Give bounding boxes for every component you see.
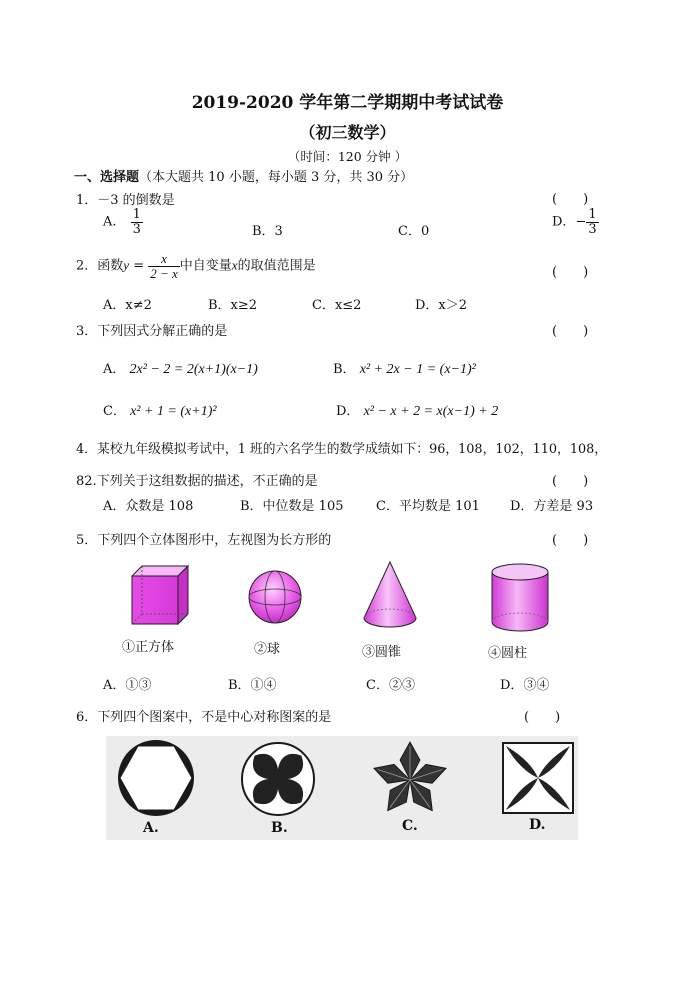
q3-c-expr: x² + 1 = (x+1)² — [130, 404, 217, 419]
q4-line2: 82.下列关于这组数据的描述，不正确的是 — [76, 474, 318, 489]
q4-option-b: B．中位数是 105 — [240, 499, 344, 514]
q5-option-a: A．①③ — [103, 678, 152, 693]
q2-eq: = — [129, 258, 149, 274]
pattern-a-label: A. — [143, 820, 159, 836]
q2-option-b: B．x≥2 — [208, 298, 258, 313]
pattern-b-figure — [236, 740, 320, 818]
q3-option-b — [333, 358, 476, 378]
q2-option-d: D．x＞2 — [415, 298, 468, 313]
q2-prefix: 2．函数 — [76, 258, 124, 274]
shape-label-cube: ①正方体 — [122, 640, 175, 655]
q3-option-c — [103, 400, 217, 420]
q3-a-expr: 2x² − 2 = 2(x+1)(x−1) — [129, 362, 258, 377]
q2-answer-paren: ( ) — [552, 265, 589, 280]
q2-option-a: A．x≠2 — [103, 298, 152, 313]
q5-option-c: C．②③ — [366, 678, 415, 693]
pattern-c-label: C. — [402, 818, 418, 834]
q1-a-den: 3 — [132, 221, 141, 237]
exam-title: 2019-2020 学年第二学期期中考试试卷 — [191, 93, 504, 113]
shape-label-cone: ③圆锥 — [362, 645, 402, 660]
q3-a-label: A． — [103, 362, 126, 377]
q4-option-d: D．方差是 93 — [510, 499, 594, 514]
q3-d-expr: x² − x + 2 = x(x−1) + 2 — [363, 404, 499, 419]
q4-answer-paren: ( ) — [552, 474, 589, 489]
q3-option-d — [336, 400, 498, 420]
q1-option-a — [103, 208, 143, 236]
exam-time: （时间：120 分钟 ） — [287, 149, 408, 164]
q1-stem: 1．－3 的倒数是 — [76, 193, 175, 208]
sphere-figure — [242, 568, 308, 626]
q5-answer-paren: ( ) — [552, 533, 589, 548]
q3-b-label: B． — [333, 362, 356, 377]
q2-stem — [76, 252, 316, 280]
q4-option-c: C．平均数是 101 — [376, 499, 480, 514]
cylinder-figure — [488, 562, 552, 634]
q3-b-expr: x² + 2x − 1 = (x−1)² — [359, 362, 476, 377]
q3-stem: 3．下列因式分解正确的是 — [76, 324, 228, 339]
q4-line1: 4．某校九年级模拟考试中，1 班的六名学生的数学成绩如下：96，108，102，110，108， — [76, 442, 608, 457]
q3-answer-paren: ( ) — [552, 324, 589, 339]
shape-label-cylinder: ④圆柱 — [488, 646, 528, 661]
q2-x: x — [231, 257, 238, 273]
q1-option-d — [552, 208, 599, 236]
pattern-a-figure — [108, 738, 204, 818]
section-heading-bold: 一、选择题 — [74, 170, 140, 185]
q1-a-num: 1 — [132, 207, 141, 222]
pattern-d-figure — [500, 740, 576, 816]
q2-mid: 中自变量 — [179, 258, 232, 274]
q1-d-sign: − — [575, 214, 587, 230]
q6-stem: 6．下列四个图案中，不是中心对称图案的是 — [76, 710, 332, 725]
q5-option-b: B．①④ — [228, 678, 277, 693]
q5-option-d: D．③④ — [500, 678, 550, 693]
q3-d-label: D． — [336, 404, 360, 419]
cone-figure — [360, 560, 420, 632]
q1-option-c: C．0 — [398, 224, 430, 239]
section-heading-rest: （本大题共 10 小题，每小题 3 分，共 30 分） — [139, 170, 414, 185]
q3-c-label: C． — [103, 404, 126, 419]
q1-d-num: 1 — [588, 207, 597, 222]
q2-den: 2 − x — [150, 265, 178, 281]
q6-answer-paren: ( ) — [524, 710, 561, 725]
pattern-b-label: B. — [271, 820, 288, 836]
q1-answer-paren: ( ) — [552, 192, 589, 207]
q1-d-den: 3 — [588, 221, 597, 237]
q1-a-label: A. — [103, 214, 117, 230]
q2-y: y — [123, 257, 130, 273]
q3-option-a — [103, 358, 258, 378]
q2-num: x — [148, 252, 180, 267]
q2-suffix: 的取值范围是 — [237, 258, 316, 274]
q1-d-label: D． — [552, 214, 576, 230]
cube-figure — [120, 562, 190, 632]
exam-subject: （初三数学） — [299, 123, 396, 142]
q2-option-c: C．x≤2 — [312, 298, 362, 313]
pattern-c-figure — [368, 738, 452, 820]
q4-option-a: A．众数是 108 — [103, 499, 194, 514]
shape-label-sphere: ②球 — [254, 642, 281, 657]
section-heading — [74, 166, 413, 185]
q1-option-b: B．3 — [252, 224, 283, 239]
pattern-d-label: D. — [529, 817, 546, 833]
q5-stem: 5．下列四个立体图形中，左视图为长方形的 — [76, 533, 332, 548]
